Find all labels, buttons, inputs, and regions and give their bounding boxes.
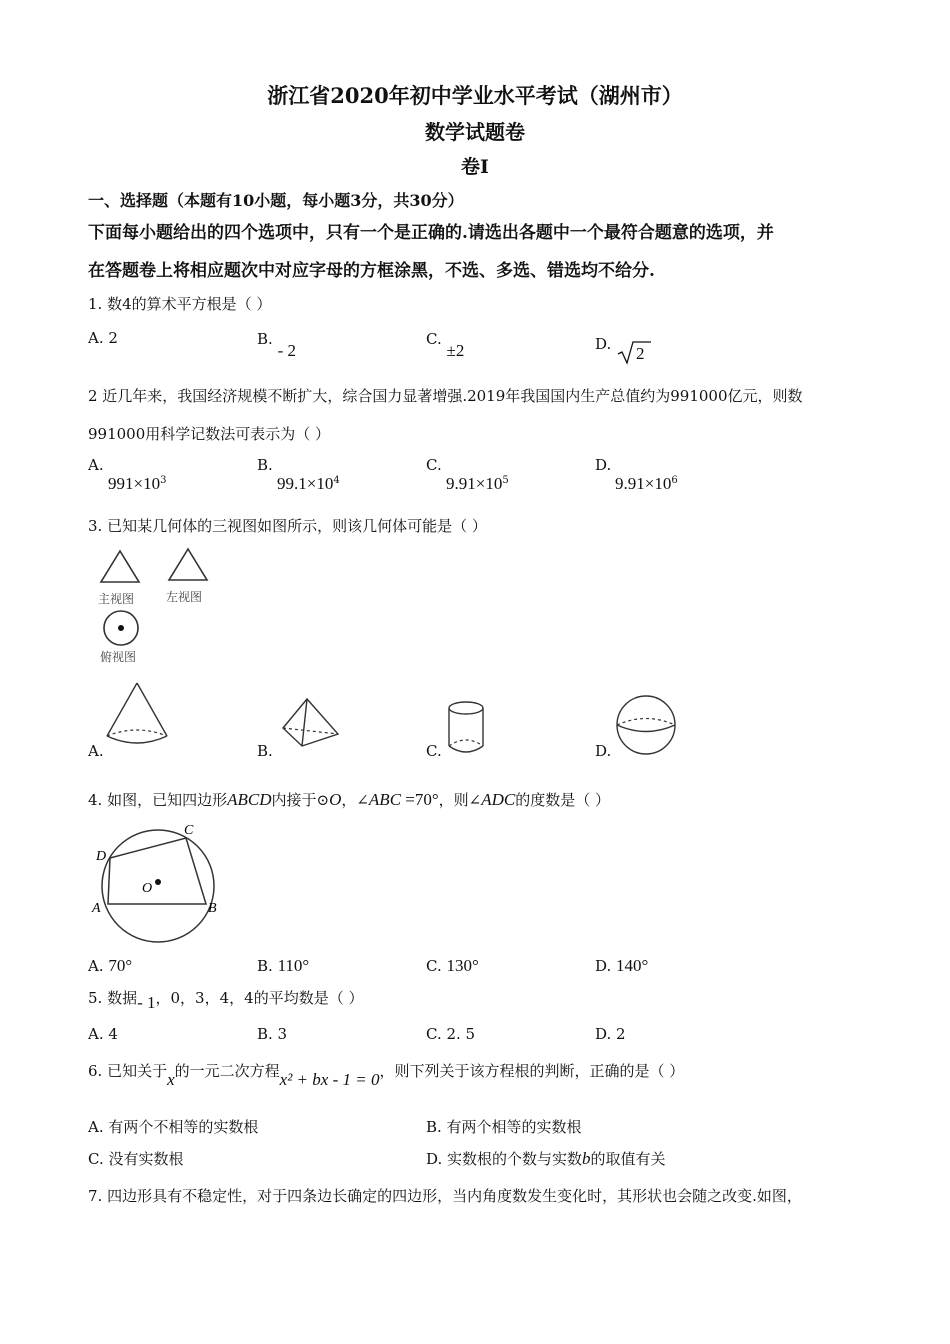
q4-option-b: B. 110° (257, 956, 310, 975)
q2-option-a: A. $991\times 10^3$ (88, 456, 167, 493)
q5-option-b: B. 3 (257, 1025, 288, 1043)
q3-stem: 3. 已知某几何体的三视图如图所示，则该几何体可能是（ ） (88, 517, 487, 535)
q2-line1: 2 近几年来，我国经济规模不断扩大，综合国力显著增强.2019年我国国内生产总值约为991000亿元，则数 (88, 387, 803, 405)
label-o: O (142, 881, 153, 896)
q7-line1: 7. 四边形具有不稳定性，对于四条边长确定的四边形，当内角度数发生变化时，其形状也会随之改变.如图， (88, 1187, 802, 1205)
front-view-triangle (96, 548, 144, 588)
q6-equation: x² + bx - 1 = 0 (279, 1070, 380, 1089)
pyramid-figure (280, 696, 342, 752)
q6-option-d: D. 实数根的个数与实数b的取值有关 (426, 1149, 666, 1168)
q2-line2: 991000用科学记数法可表示为（ ） (88, 425, 331, 443)
section-heading: 一、选择题（本题有10小题，每小题3分，共30分） (88, 191, 464, 210)
instruction-line1: 下面每小题给出的四个选项中，只有一个是正确的.请选出各题中一个最符合题意的选项，并 (88, 223, 774, 243)
q4-circle-figure (88, 820, 228, 948)
label-a: A (92, 901, 101, 916)
q2-option-b: B. $99.1\times 10^4$ (257, 456, 340, 493)
sphere-figure (614, 694, 678, 756)
sqrt-symbol (616, 339, 652, 365)
q6-stem: 6. 已知关于x的一元二次方程x² + bx - 1 = 0，则下列关于该方程根的判断，正确的是（ ） (88, 1062, 685, 1089)
instruction-line2: 在答题卷上将相应题次中对应字母的方框涂黑，不选、多选、错选均不给分. (88, 261, 655, 281)
cylinder-figure (446, 700, 486, 756)
top-view-label: 俯视图 (100, 650, 137, 664)
label-d: D (96, 849, 107, 864)
exam-title: 浙江省2020年初中学业水平考试（湖州市） (267, 83, 683, 108)
q6-option-a: A. 有两个不相等的实数根 (88, 1118, 259, 1136)
q4-option-d: D. 140° (595, 956, 649, 975)
q5-option-d: D. 2 (595, 1025, 626, 1043)
front-view-label: 主视图 (98, 592, 135, 606)
cone-figure (104, 680, 170, 750)
q4-option-a: A. 70° (88, 956, 133, 975)
sqrt-expression: 2 (616, 339, 652, 365)
q6-option-c: C. 没有实数根 (88, 1150, 184, 1168)
exam-subtitle: 数学试题卷 (425, 120, 525, 144)
q3-option-d: D. (595, 742, 612, 760)
q5-option-a: A. 4 (88, 1025, 118, 1043)
q5-stem: 5. 数据- 1，0，3，4，4的平均数是（ ） (88, 989, 364, 1012)
q4-option-c: C. 130° (426, 956, 479, 975)
label-c: C (184, 823, 194, 838)
q1-stem: 1. 数4的算术平方根是（ ） (88, 295, 272, 313)
q3-option-b: B. (257, 742, 273, 760)
label-b: B (208, 901, 217, 916)
q4-stem: 4. 如图，已知四边形ABCD内接于⊙O，∠ABC =70°，则∠ADC的度数是（ ） (88, 790, 611, 809)
q6-option-b: B. 有两个相等的实数根 (426, 1118, 582, 1136)
q3-option-c: C. (426, 742, 442, 760)
q1-option-a: A. 2 (88, 329, 118, 347)
q5-option-c: C. 2. 5 (426, 1025, 476, 1043)
q1-option-b: B. - 2 (257, 330, 296, 360)
q2-option-c: C. $9.91\times 10^5$ (426, 456, 509, 493)
volume-label: 卷Ⅰ (461, 156, 489, 178)
q1-option-c: C. ±2 (426, 330, 465, 360)
left-view-label: 左视图 (166, 590, 203, 604)
left-view-triangle (164, 546, 212, 586)
q1-option-d: D. 2 (595, 329, 652, 355)
top-view-circle (100, 608, 144, 648)
q3-option-a: A. (88, 742, 104, 760)
q2-option-d: D. $9.91\times 10^6$ (595, 456, 678, 493)
